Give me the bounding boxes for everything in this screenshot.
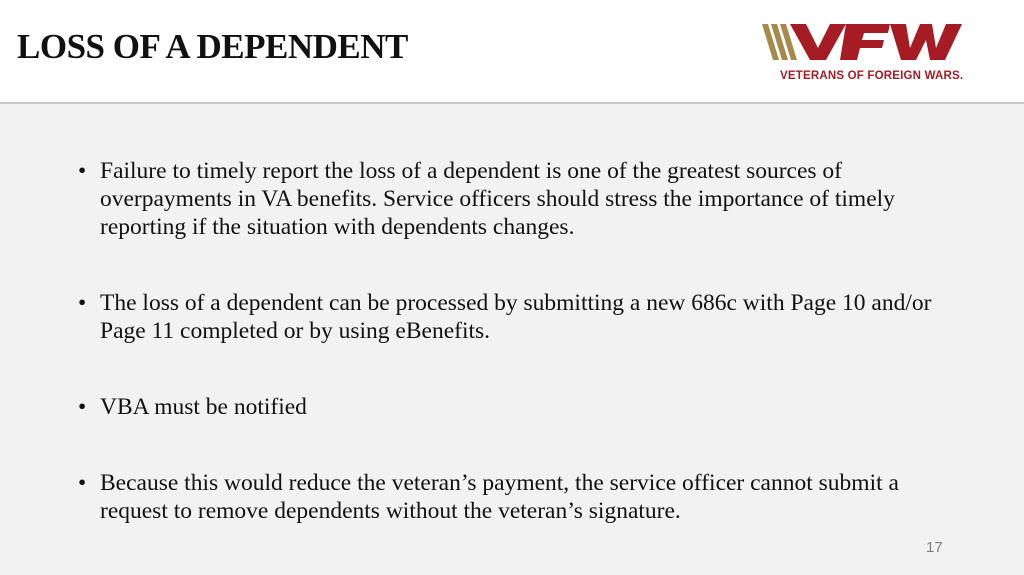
bullet-item xyxy=(78,469,958,525)
vfw-logo-text: VETERANS OF FOREIGN WARS. xyxy=(780,70,964,82)
slide-header xyxy=(0,0,1024,104)
bullet-dot: • xyxy=(78,470,87,496)
bullet-text: Failure to timely report the loss of a dependent is one of the greatest sources of overpayments in VA benefits. Service officers should stress the importance of timely reporting if the situation with dependents changes. xyxy=(100,158,895,240)
vfw-logo xyxy=(760,20,990,86)
bullet-item xyxy=(78,157,958,241)
bullet-dot: • xyxy=(78,158,87,184)
bullet-dot: • xyxy=(78,394,87,420)
bullet-item xyxy=(78,289,958,345)
bullet-list xyxy=(78,157,958,525)
page-number: 17 xyxy=(926,539,943,556)
slide-title: LOSS OF A DEPENDENT xyxy=(17,27,408,66)
bullet-dot: • xyxy=(78,290,87,316)
bullet-text: Because this would reduce the veteran’s payment, the service officer cannot submit a request to remove dependents without the veteran’s signature. xyxy=(100,470,899,524)
bullet-text: The loss of a dependent can be processed by submitting a new 686c with Page 10 and/or Page 11 completed or by using eBenefits. xyxy=(100,290,932,344)
vfw-logo-mark xyxy=(760,20,985,66)
bullet-text: VBA must be notified xyxy=(100,394,307,420)
bullet-item xyxy=(78,393,958,421)
